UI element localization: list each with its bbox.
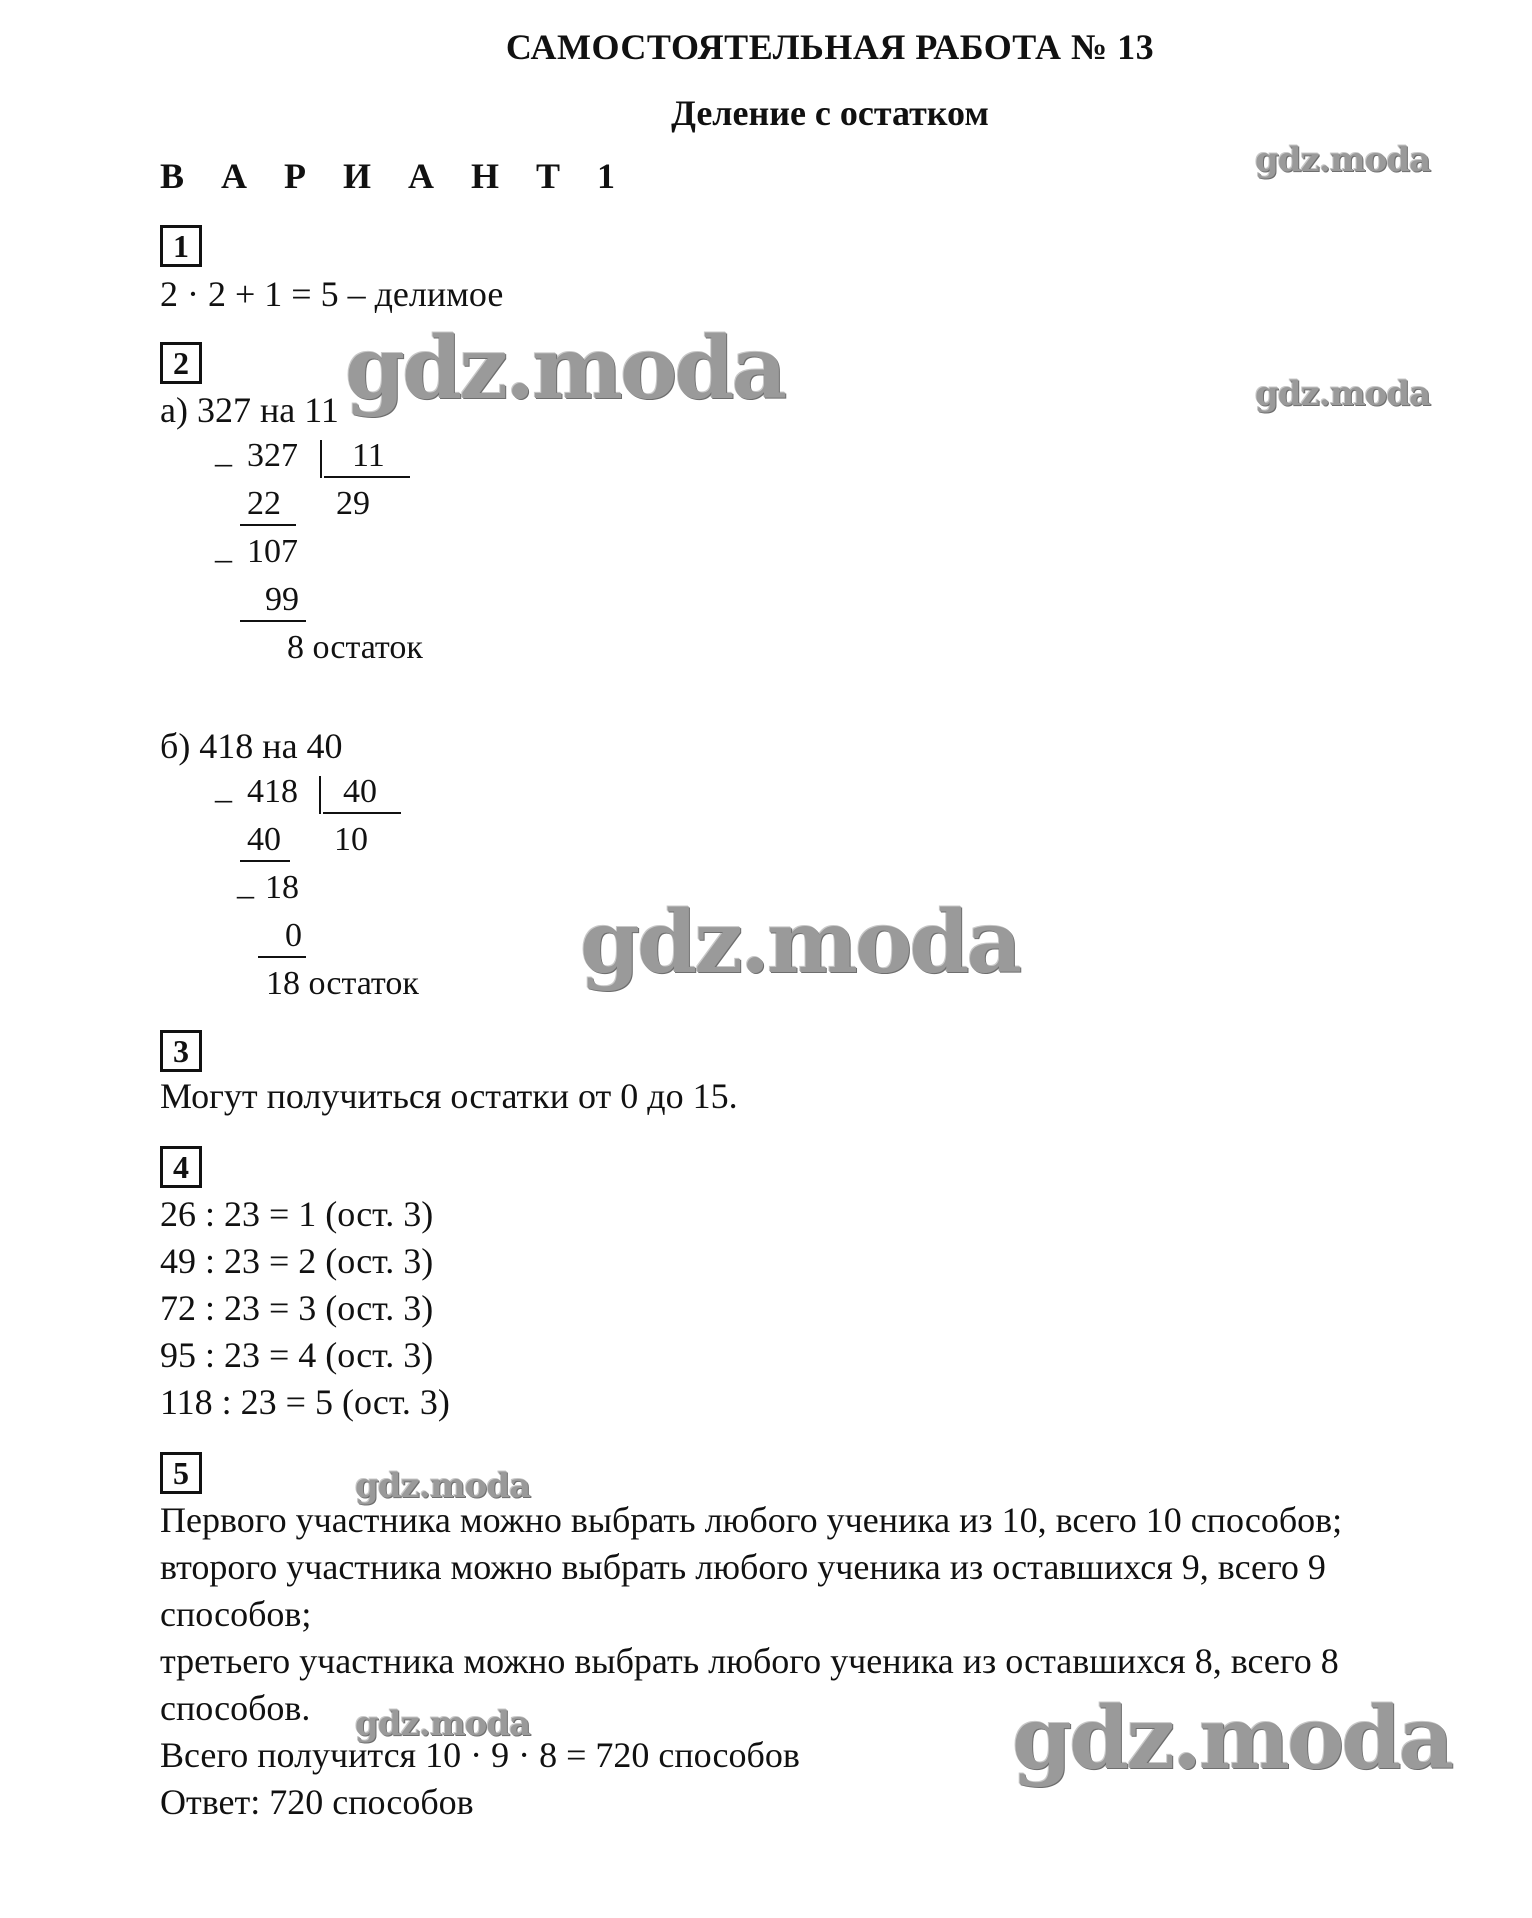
- task-4-line: 26 : 23 = 1 (ост. 3): [160, 1194, 434, 1234]
- task-5-line: способов.: [160, 1688, 311, 1728]
- minus-sign: _: [215, 529, 232, 566]
- page-subtitle: Деление с остатком: [671, 93, 989, 133]
- watermark: gdz.moda: [1255, 374, 1431, 414]
- subtrahend-underline: [240, 860, 290, 862]
- task-3-number: 3: [160, 1030, 202, 1072]
- minus-sign: _: [215, 433, 232, 470]
- task-5-line: Всего получится 10 · 9 · 8 = 720 способов: [160, 1735, 800, 1775]
- task-4-line: 95 : 23 = 4 (ост. 3): [160, 1335, 434, 1375]
- task-4-line: 49 : 23 = 2 (ост. 3): [160, 1241, 434, 1281]
- remainder: 8 остаток: [287, 629, 423, 666]
- remainder: 18 остаток: [266, 965, 419, 1002]
- task-1-number: 1: [160, 225, 202, 267]
- task-1-line: 2 · 2 + 1 = 5 – делимое: [160, 274, 504, 314]
- watermark: gdz.moda: [580, 892, 1020, 993]
- divisor: 11: [352, 437, 385, 474]
- division-bar: [319, 776, 321, 814]
- watermark: gdz.moda: [1255, 140, 1431, 180]
- page-title: САМОСТОЯТЕЛЬНАЯ РАБОТА № 13: [505, 27, 1155, 67]
- dividend: 327: [247, 437, 298, 474]
- task-4-line: 72 : 23 = 3 (ост. 3): [160, 1288, 434, 1328]
- division-bar: [320, 440, 322, 478]
- task-5-line: третьего участника можно выбрать любого ученика из оставшихся 8, всего 8: [160, 1641, 1339, 1681]
- minus-sign: _: [215, 769, 232, 806]
- quotient: 29: [336, 485, 370, 522]
- task-3-line: Могут получиться остатки от 0 до 15.: [160, 1076, 738, 1116]
- subtrahend: 22: [247, 485, 281, 522]
- subtrahend: 99: [265, 581, 299, 618]
- task-5-answer: Ответ: 720 способов: [160, 1782, 474, 1822]
- task-2-number: 2: [160, 342, 202, 384]
- divisor-underline: [323, 812, 401, 814]
- task-4-number: 4: [160, 1146, 202, 1188]
- watermark: gdz.moda: [345, 318, 785, 419]
- divisor-underline: [324, 476, 410, 478]
- task-2a-label: а) 327 на 11: [160, 390, 339, 430]
- watermark: gdz.moda: [355, 1466, 531, 1506]
- dividend: 418: [247, 773, 298, 810]
- task-5-line: способов;: [160, 1594, 312, 1634]
- task-4-line: 118 : 23 = 5 (ост. 3): [160, 1382, 450, 1422]
- subtrahend-underline: [240, 524, 296, 526]
- variant-heading: В А Р И А Н Т 1: [160, 156, 630, 196]
- task-5-number: 5: [160, 1452, 202, 1494]
- subtrahend-underline: [258, 956, 306, 958]
- partial-remainder: 107: [247, 533, 298, 570]
- subtrahend: 0: [285, 917, 302, 954]
- task-5-line: Первого участника можно выбрать любого ученика из 10, всего 10 способов;: [160, 1500, 1343, 1540]
- watermark: gdz.moda: [1012, 1688, 1452, 1789]
- subtrahend-underline: [240, 620, 306, 622]
- minus-sign: _: [237, 865, 254, 902]
- task-2b-label: б) 418 на 40: [160, 726, 343, 766]
- partial-remainder: 18: [265, 869, 299, 906]
- quotient: 10: [334, 821, 368, 858]
- divisor: 40: [343, 773, 377, 810]
- task-5-line: второго участника можно выбрать любого ученика из оставшихся 9, всего 9: [160, 1547, 1326, 1587]
- watermark: gdz.moda: [355, 1704, 531, 1744]
- subtrahend: 40: [247, 821, 281, 858]
